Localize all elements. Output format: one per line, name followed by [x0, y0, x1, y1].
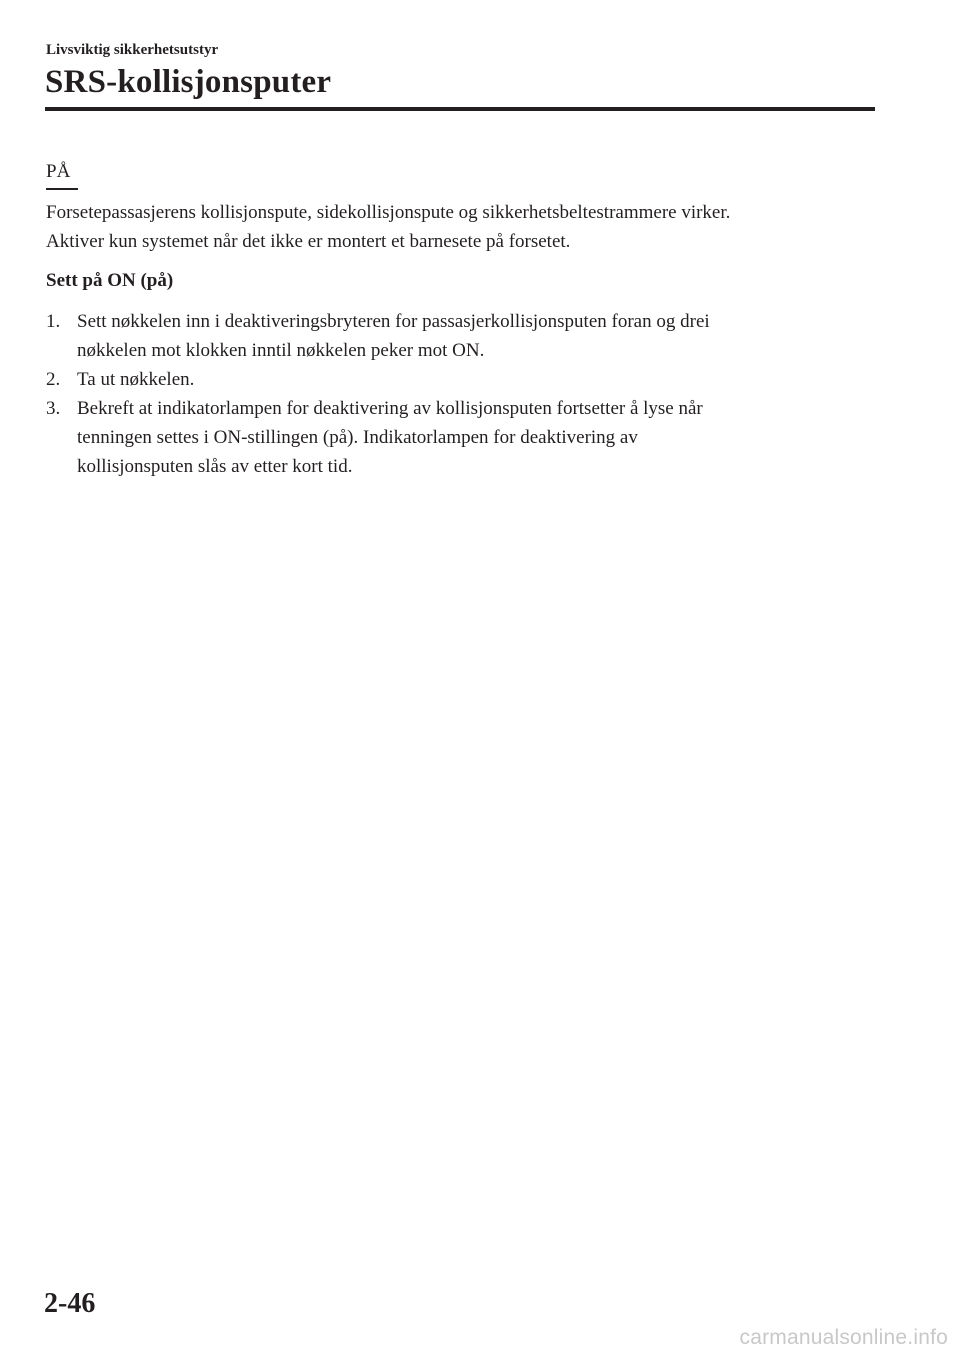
procedure-subheading: Sett på ON (på) [46, 270, 174, 291]
content-heading: PÅ [46, 161, 71, 182]
step-number: 2. [46, 369, 61, 390]
step-line: tenningen settes i ON-stillingen (på). Indikatorlampen for deaktivering av [77, 427, 638, 448]
intro-paragraph [46, 198, 876, 256]
section-label: Livsviktig sikkerhetsutstyr [46, 42, 219, 58]
content-body [46, 198, 876, 481]
content-heading-underline [46, 188, 78, 190]
step-number: 3. [46, 398, 61, 419]
step-line: Bekreft at indikatorlampen for deaktivering av kollisjonsputen fortsetter å lyse når [77, 398, 703, 419]
page-number: 2-46 [44, 1288, 96, 1319]
intro-line: Forsetepassasjerens kollisjonspute, sidekollisjonspute og sikkerhetsbeltestrammere virker. [46, 202, 731, 223]
step-number: 1. [46, 311, 61, 332]
step-item [46, 394, 876, 481]
page-title: SRS-kollisjonsputer [45, 64, 332, 100]
intro-line: Aktiver kun systemet når det ikke er montert et barnesete på forsetet. [46, 231, 571, 252]
step-item [46, 365, 876, 394]
title-rule [45, 107, 875, 111]
step-line: kollisjonsputen slås av etter kort tid. [77, 456, 353, 477]
step-line: Sett nøkkelen inn i deaktiveringsbryteren for passasjerkollisjonsputen foran og drei [77, 311, 710, 332]
watermark-text: carmanualsonline.info [739, 1326, 948, 1349]
step-item [46, 307, 876, 365]
step-line: Ta ut nøkkelen. [77, 369, 195, 390]
step-line: nøkkelen mot klokken inntil nøkkelen peker mot ON. [77, 340, 485, 361]
steps-list [46, 307, 876, 481]
